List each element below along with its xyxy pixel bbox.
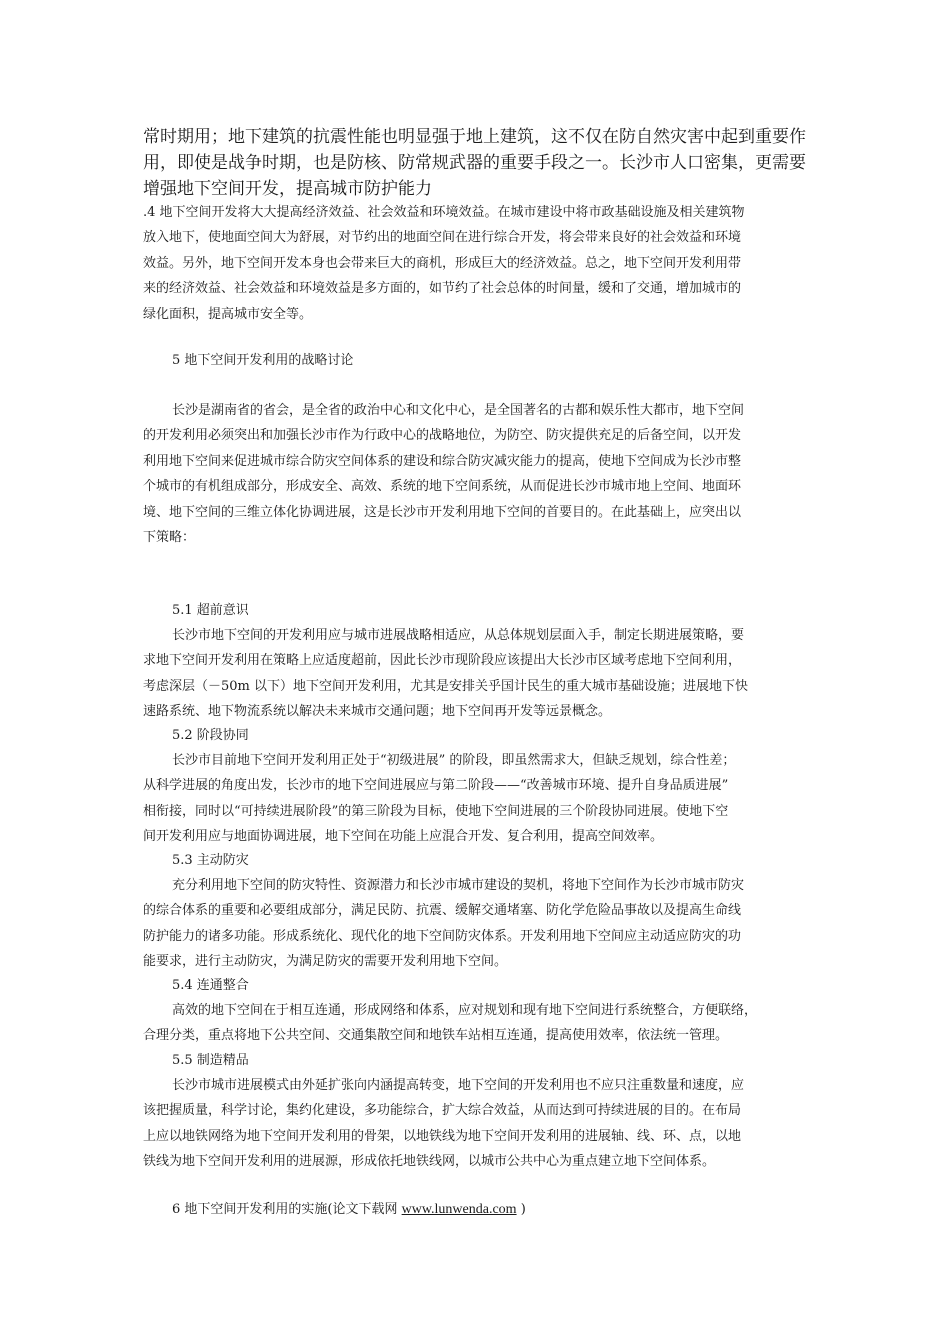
text-line: 相衔接，同时以“可持续进展阶段”的第三阶段为目标，使地下空间进展的三个阶段协同进展。使地下空 <box>143 803 729 819</box>
text-line: 效益。另外，地下空间开发本身也会带来巨大的商机，形成巨大的经济效益。总之，地下空间开发利用带 <box>143 255 742 271</box>
text-line: 上应以地铁网络为地下空间开发利用的骨架，以地铁线为地下空间开发利用的进展轴、线、环、点，以地 <box>143 1128 742 1144</box>
text-line: 防护能力的诸多功能。形成系统化、现代化的地下空间防灾体系。开发利用地下空间应主动适应防灾的功 <box>143 928 742 944</box>
text-line: 利用地下空间来促进城市综合防灾空间体系的建设和综合防灾减灾能力的提高，使地下空间成为长沙市整 <box>143 453 742 469</box>
section-5-1-paragraph <box>143 623 811 725</box>
section-5-2-paragraph <box>143 748 811 850</box>
section-5-5-heading: 5.5 制造精品 <box>172 1053 249 1068</box>
text-line: 间开发利用应与地面协调进展，地下空间在功能上应混合开发、复合利用，提高空间效率。 <box>143 829 664 845</box>
section-6-heading-suffix: ) <box>516 1202 526 1217</box>
section-6-heading <box>172 1197 526 1222</box>
text-line: .4 地下空间开发将大大提高经济效益、社会效益和环境效益。在城市建设中将市政基础设施及相关建筑物 <box>143 205 745 220</box>
text-line: 该把握质量，科学讨论，集约化建设，多功能综合，扩大综合效益，从而达到可持续进展的目的。在布局 <box>143 1103 742 1119</box>
section-6-heading-text: 6 地下空间开发利用的实施(论文下载网 <box>172 1202 402 1217</box>
section-5-intro <box>143 398 811 550</box>
text-line: 合理分类，重点将地下公共空间、交通集散空间和地铁车站相互连通，提高使用效率，依法统一管理。 <box>143 1028 729 1044</box>
text-line: 高效的地下空间在于相互连通，形成网络和体系，应对规划和现有地下空间进行系统整合，方便联络， <box>172 1003 758 1018</box>
text-line: 考虑深层（－50m 以下）地下空间开发利用，尤其是安排关乎国计民生的重大城市基础设施；进展地下快 <box>143 678 749 694</box>
text-line: 的综合体系的重要和必要组成部分，满足民防、抗震、缓解交通堵塞、防化学危险品事故以及提高生命线 <box>143 903 742 919</box>
text-line: 放入地下，使地面空间大为舒展，对节约出的地面空间在进行综合开发，将会带来良好的社会效益和环境 <box>143 230 742 246</box>
text-line: 个城市的有机组成部分，形成安全、高效、系统的地下空间系统，从而促进长沙市城市地上空间、地面环 <box>143 479 742 495</box>
lead-line: 增强地下空间开发，提高城市防护能力 <box>143 179 432 199</box>
text-line: 铁线为地下空间开发利用的进展源，形成依托地铁线网，以城市公共中心为重点建立地下空间体系。 <box>143 1154 716 1170</box>
text-line: 充分利用地下空间的防灾特性、资源潜力和长沙市城市建设的契机，将地下空间作为长沙市城市防灾 <box>172 878 745 893</box>
section-5-4-paragraph <box>143 998 811 1049</box>
text-line: 求地下空间开发利用在策略上应适度超前，因此长沙市现阶段应该提出大长沙市区域考虑地下空间利用， <box>143 653 742 669</box>
section-5-heading: 5 地下空间开发利用的战略讨论 <box>172 353 354 368</box>
website-link[interactable]: www.lunwenda.com <box>401 1202 517 1217</box>
section-5-4-heading: 5.4 连通整合 <box>172 978 249 993</box>
text-line: 从科学进展的角度出发，长沙市的地下空间进展应与第二阶段——“改善城市环境、提升自身品质进展” <box>143 778 729 794</box>
text-line: 下策略： <box>143 530 196 546</box>
text-line: 长沙市地下空间的开发利用应与城市进展战略相适应，从总体规划层面入手，制定长期进展策略，要 <box>172 628 745 643</box>
section-5-3-paragraph <box>143 873 811 975</box>
text-line: 的开发利用必须突出和加强长沙市作为行政中心的战略地位，为防空、防灾提供充足的后备空间，以开发 <box>143 428 742 444</box>
lead-paragraph <box>143 124 811 202</box>
text-line: 长沙市城市进展模式由外延扩张向内涵提高转变，地下空间的开发利用也不应只注重数量和速度，应 <box>172 1078 745 1093</box>
text-line: 长沙市目前地下空间开发利用正处于“初级进展” 的阶段，即虽然需求大，但缺乏规划，综合性差； <box>172 753 736 768</box>
text-line: 境、地下空间的三维立体化协调进展，这是长沙市开发利用地下空间的首要目的。在此基础上，应突出以 <box>143 504 742 520</box>
text-line: 速路系统、地下物流系统以解决未来城市交通问题；地下空间再开发等远景概念。 <box>143 704 612 720</box>
text-line: 长沙是湖南省的省会，是全省的政治中心和文化中心，是全国著名的古都和娱乐性大都市，地下空间 <box>172 403 745 418</box>
section-5-5-paragraph <box>143 1073 811 1175</box>
text-line: 来的经济效益、社会效益和环境效益是多方面的，如节约了社会总体的时间量，缓和了交通，增加城市的 <box>143 281 742 297</box>
text-line: 能要求，进行主动防灾，为满足防灾的需要开发利用地下空间。 <box>143 954 508 970</box>
lead-line: 常时期用；地下建筑的抗震性能也明显强于地上建筑，这不仅在防自然灾害中起到重要作 <box>143 127 806 147</box>
lead-line: 用，即使是战争时期，也是防核、防常规武器的重要手段之一。长沙市人口密集，更需要 <box>143 153 806 173</box>
section-4-paragraph <box>143 200 811 327</box>
text-line: 绿化面积，提高城市安全等。 <box>143 306 313 322</box>
section-5-1-heading: 5.1 超前意识 <box>172 603 249 618</box>
section-5-3-heading: 5.3 主动防灾 <box>172 853 249 868</box>
section-5-2-heading: 5.2 阶段协同 <box>172 728 249 743</box>
